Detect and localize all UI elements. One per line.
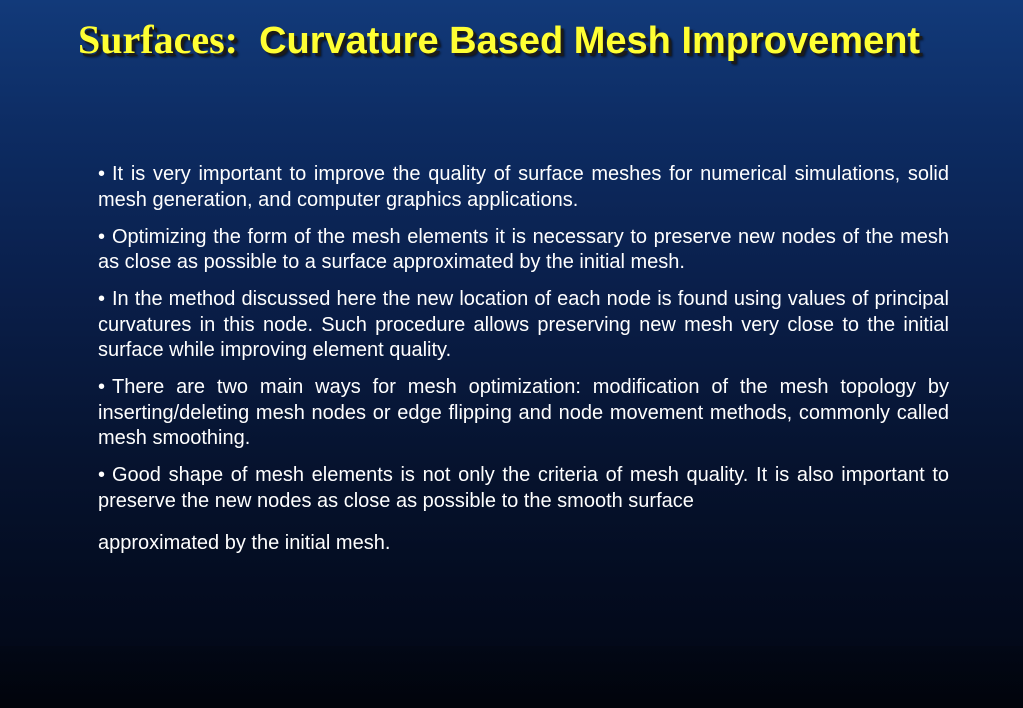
bullet-text: There are two main ways for mesh optimization: modification of the mesh topology by inserting/deleting mesh nodes or edge flipping and node movement methods, commonly called mesh smoothing. bbox=[98, 376, 949, 449]
bullet-text: It is very important to improve the quality of surface meshes for numerical simulations, solid mesh generation, and computer graphics applications. bbox=[98, 163, 949, 211]
bullet-item bbox=[98, 463, 949, 557]
bullet-text: In the method discussed here the new location of each node is found using values of principal curvatures in this node. Such procedure allows preserving new mesh very close to the initial surface while improving element quality. bbox=[98, 288, 949, 361]
title-serif-part: Surfaces: bbox=[78, 17, 238, 62]
bullet-dot: • bbox=[98, 464, 106, 486]
bullet-text-tail: approximated by the initial mesh. bbox=[98, 532, 391, 554]
bullet-dot: • bbox=[98, 288, 106, 310]
bullet-text: Optimizing the form of the mesh elements it is necessary to preserve new nodes of the mesh as close as possible to a surface approximated by the initial mesh. bbox=[98, 225, 949, 273]
bullet-item bbox=[98, 375, 949, 452]
bullet-text: Good shape of mesh elements is not only the criteria of mesh quality. It is also important to preserve the new nodes as close as possible to the smooth surface bbox=[98, 464, 949, 512]
bullet-dot: • bbox=[98, 225, 106, 248]
slide-title bbox=[78, 12, 978, 69]
bullet-dot: • bbox=[98, 376, 106, 398]
bullet-item bbox=[98, 162, 949, 213]
title-main-part: Curvature Based Mesh Improvement bbox=[259, 20, 921, 62]
bullet-item bbox=[98, 225, 949, 276]
slide-bottom-band bbox=[0, 646, 1023, 708]
bullet-dot: • bbox=[98, 163, 106, 185]
bullet-item bbox=[98, 287, 949, 364]
bullet-list bbox=[98, 162, 949, 568]
